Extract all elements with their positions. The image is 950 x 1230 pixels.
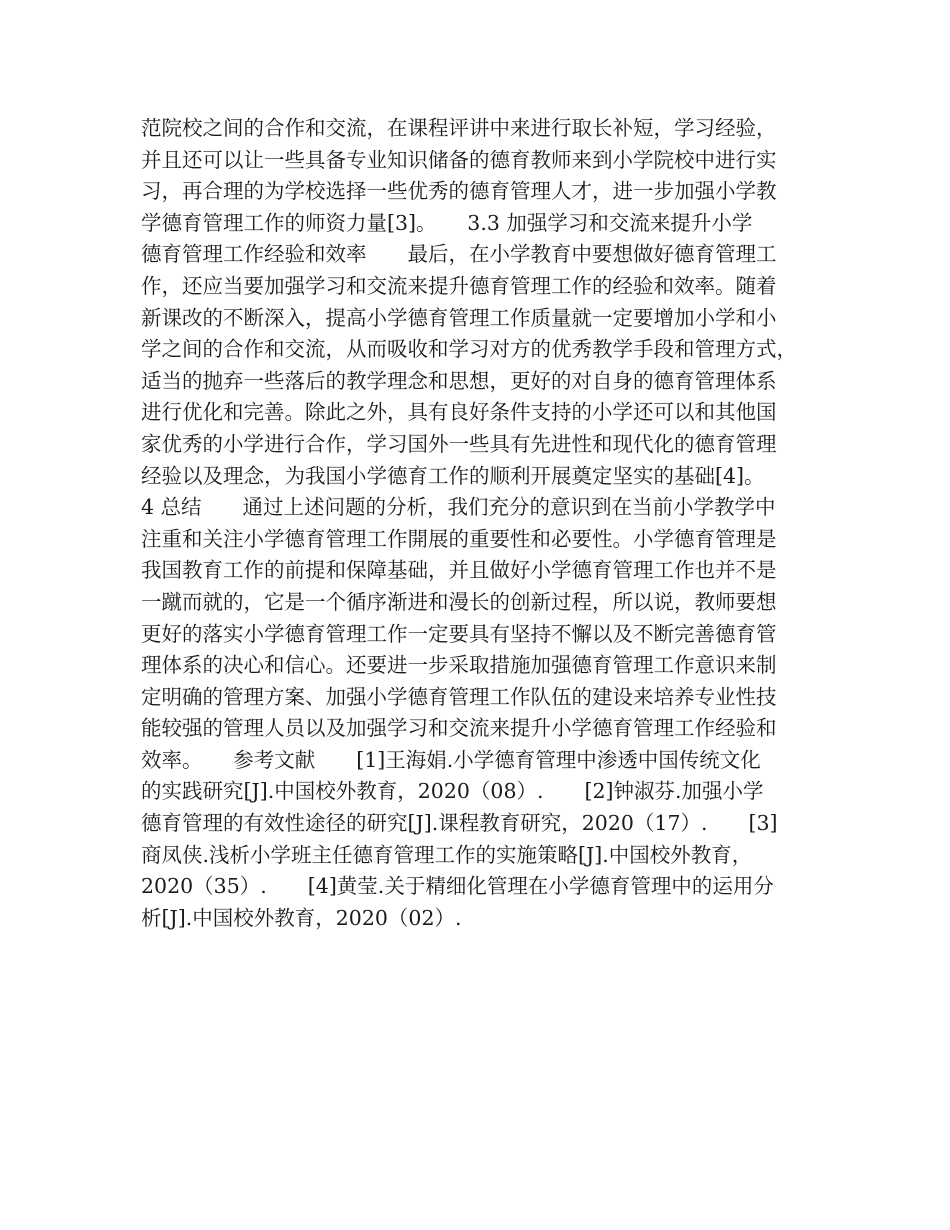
- text-line: 并且还可以让一些具备专业知识储备的德育教师来到小学院校中进行实: [141, 147, 777, 172]
- text-line: 家优秀的小学进行合作，学习国外一些具有先进性和现代化的德育管理: [141, 431, 777, 456]
- text-line: 2020（35）. [4]黄莹.关于精细化管理在小学德育管理中的运用分: [141, 874, 774, 899]
- text-line: 学德育管理工作的师资力量[3]。 3.3 加强学习和交流来提升小学: [141, 210, 753, 235]
- text-line: 析[J].中国校外教育，2020（02）.: [141, 905, 462, 930]
- text-line: 经验以及理念，为我国小学德育工作的顺利开展奠定坚实的基础[4]。: [141, 463, 765, 488]
- text-line: 范院校之间的合作和交流，在课程评讲中来进行取长补短，学习经验，: [141, 116, 777, 140]
- text-line: 商凤侠.浅析小学班主任德育管理工作的实施策略[J].中国校外教育，: [141, 842, 753, 867]
- text-line: 我国教育工作的前提和保障基础，并且做好小学德育管理工作也并不是: [141, 558, 777, 583]
- text-line: 一蹴而就的，它是一个循序渐进和漫长的创新过程，所以说，教师要想: [141, 589, 777, 614]
- text-line: 作，还应当要加强学习和交流来提升德育管理工作的经验和效率。随着: [141, 273, 777, 298]
- text-line: 进行优化和完善。除此之外，具有良好条件支持的小学还可以和其他国: [141, 400, 777, 425]
- text-line: 注重和关注小学德育管理工作開展的重要性和必要性。小学德育管理是: [141, 526, 777, 551]
- text-line: 学之间的合作和交流，从而吸收和学习对方的优秀教学手段和管理方式，: [141, 337, 797, 362]
- text-line: 的实践研究[J].中国校外教育，2020（08）. [2]钟淑芬.加强小学: [141, 779, 764, 804]
- text-line: 德育管理工作经验和效率 最后，在小学教育中要想做好德育管理工: [141, 242, 777, 267]
- text-line: 理体系的决心和信心。还要进一步采取措施加强德育管理工作意识来制: [141, 653, 777, 678]
- text-line: 新课改的不断深入，提高小学德育管理工作质量就一定要增加小学和小: [141, 305, 777, 330]
- text-line: 4 总结 通过上述问题的分析，我们充分的意识到在当前小学教学中: [141, 495, 776, 520]
- text-line: 适当的抛弃一些落后的教学理念和思想，更好的对自身的德育管理体系: [141, 368, 777, 393]
- text-line: 德育管理的有效性途径的研究[J].课程教育研究，2020（17）. [3]: [141, 811, 778, 836]
- text-line: 定明确的管理方案、加强小学德育管理工作队伍的建设来培养专业性技: [141, 684, 777, 709]
- text-line: 更好的落实小学德育管理工作一定要具有坚持不懈以及不断完善德育管: [141, 621, 777, 646]
- text-line: 能较强的管理人员以及加强学习和交流来提升小学德育管理工作经验和: [141, 716, 777, 741]
- body-text: [141, 113, 841, 934]
- text-line: 效率。 参考文献 [1]王海娟.小学德育管理中渗透中国传统文化: [141, 747, 761, 772]
- text-line: 习，再合理的为学校选择一些优秀的德育管理人才，进一步加强小学教: [141, 179, 777, 204]
